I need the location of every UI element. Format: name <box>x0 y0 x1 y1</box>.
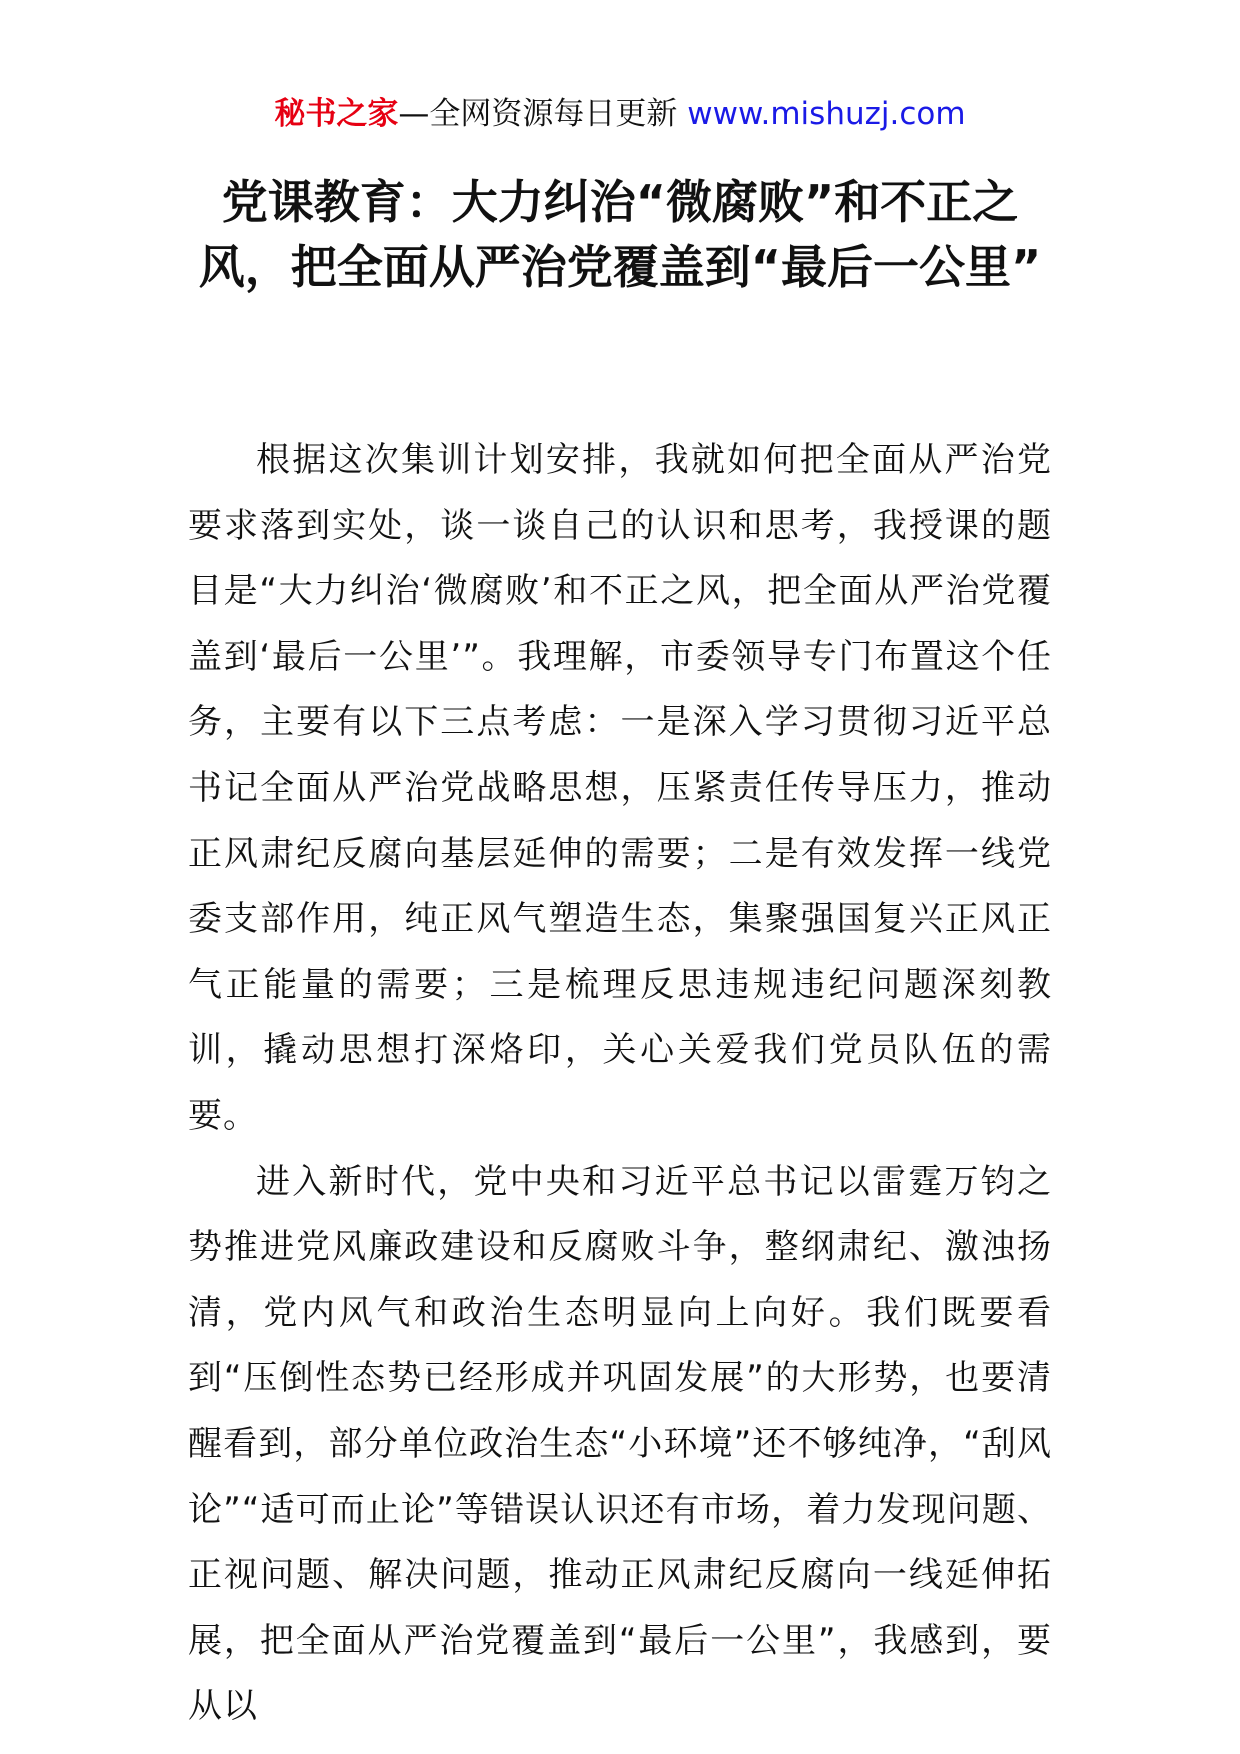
body-paragraph-1: 根据这次集训计划安排，我就如何把全面从严治党要求落到实处，谈一谈自己的认识和思考，我授课的题目是“大力纠治‘微腐败’和不正之风，把全面从严治党覆盖到‘最后一公里’”。我理解，市委领导专门布置这个任务，主要有以下三点考虑：一是深入学习贯彻习近平总书记全面从严治党战略思想，压紧责任传导压力，推动正风肃纪反腐向基层延伸的需要；二是有效发挥一线党委支部作用，纯正风气塑造生态，集聚强国复兴正风正气正能量的需要；三是梳理反思违规违纪问题深刻教训，撬动思想打深烙印，关心关爱我们党员队伍的需要。 <box>188 440 1052 1136</box>
site-url-link[interactable]: www.mishuzj.com <box>687 96 966 132</box>
header-tagline: —全网资源每日更新 <box>398 96 678 132</box>
brand-name: 秘书之家 <box>274 96 399 132</box>
document-title: 党课教育：大力纠治“微腐败”和不正之风，把全面从严治党覆盖到“最后一公里” <box>198 175 1042 294</box>
body-paragraph-2: 进入新时代，党中央和习近平总书记以雷霆万钧之势推进党风廉政建设和反腐败斗争，整纲肃纪、激浊扬清，党内风气和政治生态明显向上向好。我们既要看到“压倒性态势已经形成并巩固发展”的大形势，也要清醒看到，部分单位政治生态“小环境”还不够纯净，“刮风论”“适可而止论”等错误认识还有市场，着力发现问题、正视问题、解决问题，推动正风肃纪反腐向一线延伸拓展，把全面从严治党覆盖到“最后一公里”，我感到，要从以 <box>188 1161 1052 1727</box>
site-header <box>0 92 1240 136</box>
document-body <box>188 428 1052 1740</box>
